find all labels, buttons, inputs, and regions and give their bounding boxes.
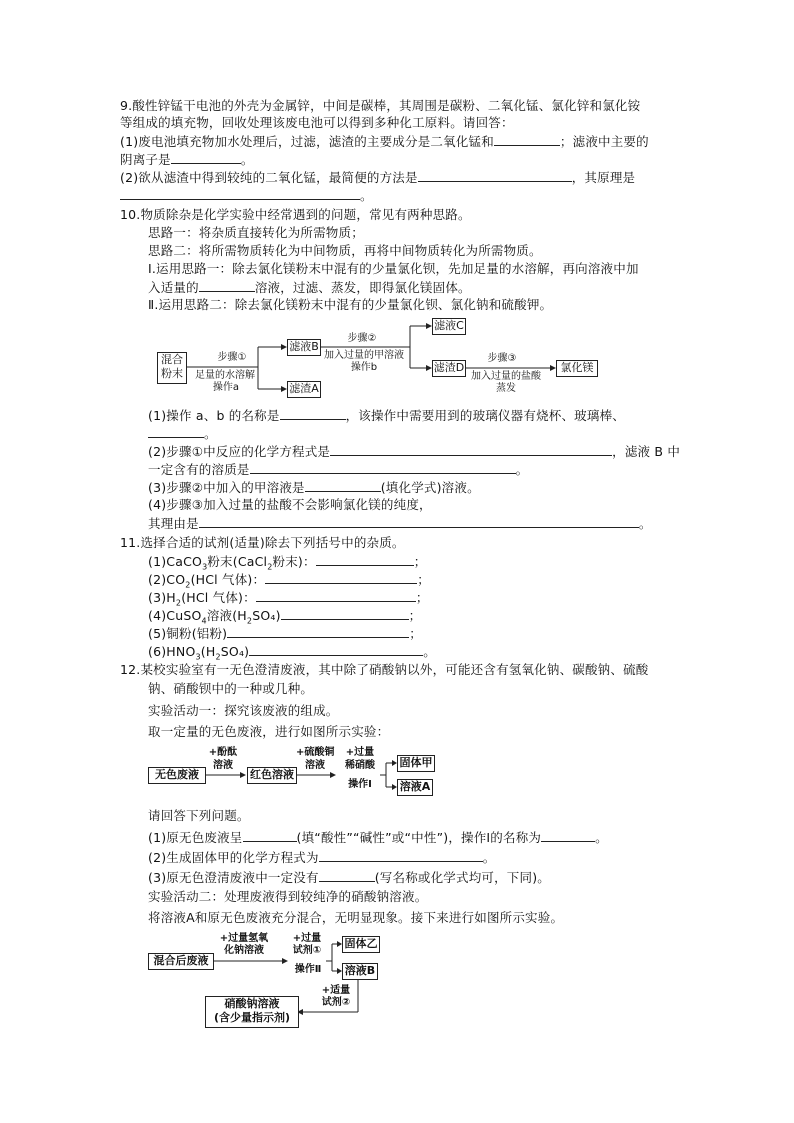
q11-item2-sub1: 2 <box>185 580 191 590</box>
q10-sub3-text: (3)步骤②中加入的甲溶液是 <box>148 480 305 495</box>
q12-sub1-text2: (填“酸性”“碱性”或“中性”)，操作Ⅰ的名称为 <box>296 830 542 845</box>
flow2-start-box: 混合后废液 <box>148 953 214 970</box>
q12-line5: 请回答下列问题。 <box>148 808 250 823</box>
q11-title: 11.选择合适的试剂(适量)除去下列括号中的杂质。 <box>120 535 405 550</box>
flow2-arrow2-label3: 操作Ⅱ <box>294 964 322 975</box>
flow2-end-line2: (含少量指示剂) <box>213 1011 291 1024</box>
flow2-arrow2-label2: 试剂① <box>292 945 322 956</box>
flow-step2-cond2: 操作b <box>350 362 378 373</box>
q9-line2: 等组成的填充物，回收处理该废电池可以得到多种化工原料。请回答： <box>120 115 514 130</box>
q11-item4-sub2: 2 <box>246 616 253 626</box>
q11-item1-end: ； <box>413 554 427 569</box>
flow2-end-line1: 硝酸钠溶液 <box>224 997 280 1010</box>
q9-q2-end: 。 <box>360 188 373 203</box>
q11-item3-sub1: 2 <box>175 598 182 608</box>
q9-q1-text2: ；滤液中主要的 <box>559 134 649 149</box>
flow2-solid-box: 固体乙 <box>342 936 380 953</box>
q10-line5-text: 入适量的 <box>148 280 199 295</box>
q10-sub2-text2: ，滤液 B 中 <box>612 444 681 459</box>
flow1-solution-box: 溶液A <box>397 779 433 796</box>
flow-step3-cond2: 蒸发 <box>496 383 516 394</box>
q11-item6-end: 。 <box>423 644 436 659</box>
flow1-mid-box: 红色溶液 <box>247 767 297 784</box>
q12-line1: 12.某校实验室有一无色澄清废液，其中除了硝酸钠以外，可能还含有氢氧化钠、碳酸钠、硫酸 <box>120 662 649 677</box>
q9-q2-text: (2)欲从滤渣中得到较纯的二氧化锰，最简便的方法是 <box>120 170 418 185</box>
q10-sub2-text3: 一定含有的溶质是 <box>148 462 250 477</box>
q11-item3-mid: (HCl 气体)： <box>181 590 256 605</box>
q11-item1-text: (1)CaCO <box>148 554 203 569</box>
flow1-arrow2-label1: +硫酸铜 <box>296 747 335 758</box>
q11-item1-sub1: 3 <box>202 562 208 572</box>
q11-item1-mid: 粉末(CaCl <box>207 554 268 569</box>
q11-item2-text: (2)CO <box>148 572 186 587</box>
q12-line7: 将溶液A和原无色废液充分混合，无明显现象。接下来进行如图所示实验。 <box>148 910 564 925</box>
q11-item6-post: SO₄) <box>220 644 250 659</box>
q11-item4-text: (4)CuSO <box>148 608 202 623</box>
flow-start-line1: 混合 <box>161 353 183 366</box>
flow1-start-box: 无色废液 <box>148 767 206 784</box>
flow1-arrow3-label2: 稀硝酸 <box>345 760 375 771</box>
flow-step3-label: 步骤③ <box>487 353 517 364</box>
q12-sub3-text2: (写名称或化学式均可，下同)。 <box>374 870 550 885</box>
q12-line3: 实验活动一：探究该废液的组成。 <box>148 703 339 718</box>
q12-sub2-end: 。 <box>482 850 496 865</box>
q12-sub1-text: (1)原无色废液呈 <box>148 830 243 845</box>
q11-item4-sub1: 4 <box>201 616 207 626</box>
q12-sub1-end: 。 <box>595 830 608 845</box>
q9-line1: 9.酸性锌锰干电池的外壳为金属锌，中间是碳棒，其周围是碳粉、二氧化锰、氯化锌和氯化铵 <box>120 98 641 113</box>
q10-sub2-text: (2)步骤①中反应的化学方程式是 <box>148 444 331 459</box>
q10-line2: 思路一：将杂质直接转化为所需物质； <box>148 225 364 240</box>
flow-step1-cond1: 足量的水溶解 <box>195 370 255 381</box>
flow-step2-cond1: 加入过量的甲溶液 <box>324 350 404 361</box>
q10-sub1-text: (1)操作 a、b 的名称是 <box>148 408 280 423</box>
q11-item6-text: (6)HNO <box>148 644 196 659</box>
q10-line3: 思路二：将所需物质转化为中间物质，再将中间物质转化为所需物质。 <box>148 243 542 258</box>
q10-sub1-end: 。 <box>204 426 217 441</box>
q12-line2: 钠、硝酸钡中的一种或几种。 <box>148 681 314 696</box>
flow2-arrow3-label2: 试剂② <box>321 997 351 1008</box>
flow-step2-label: 步骤② <box>347 333 377 344</box>
q11-item5-end: ； <box>409 626 422 641</box>
flow-start-line2: 粉末 <box>161 367 183 380</box>
q10-line4: Ⅰ.运用思路一：除去氯化镁粉末中混有的少量氯化钡，先加足量的水溶解，再向溶液中加 <box>148 261 639 276</box>
flow2-arrow2-label1: +过量 <box>292 933 322 944</box>
q10-line1: 10.物质除杂是化学实验中经常遇到的问题，常见有两种思路。 <box>120 207 471 222</box>
q11-item4-post: SO₄) <box>252 608 281 623</box>
flow1-arrow1-label2: 溶液 <box>213 760 233 771</box>
flow1-solid-box: 固体甲 <box>397 755 435 772</box>
q11-item6-mid: (H <box>200 644 216 659</box>
q11-item2-end: ； <box>417 572 430 587</box>
q10-sub4: (4)步骤③加入过量的盐酸不会影响氯化镁的纯度， <box>148 497 432 512</box>
q12-line4: 取一定量的无色废液，进行如图所示实验： <box>148 724 390 739</box>
q11-item3-end: ； <box>415 590 429 605</box>
flow-step1-label: 步骤① <box>217 352 247 363</box>
q11-item4-end: ； <box>408 608 422 623</box>
flow2-solution-box: 溶液B <box>342 963 378 980</box>
q11-item5-text: (5)铜粉(铝粉) <box>148 626 228 641</box>
q11-item6-sub2: 2 <box>215 652 221 662</box>
flow-filtrate-c-box: 滤液C <box>432 318 466 335</box>
q12-sub3-text: (3)原无色澄清废液中一定没有 <box>148 870 319 885</box>
flow1-arrow3-label3: 操作Ⅰ <box>348 779 372 790</box>
q9-q1-text: (1)废电池填充物加水处理后，过滤，滤渣的主要成分是二氧化锰和 <box>120 134 494 149</box>
q9-q1-end: 。 <box>240 152 254 167</box>
flow1-arrow1-label1: +酚酞 <box>208 747 238 758</box>
flow2-arrow1-label2: 化钠溶液 <box>224 945 264 956</box>
flow-step3-cond1: 加入过量的盐酸 <box>471 371 541 382</box>
flow2-arrow3-label1: +适量 <box>321 985 351 996</box>
q10-sub4-end: 。 <box>638 516 652 531</box>
q10-line5-text2: 溶液，过滤、蒸发，即得氯化镁固体。 <box>254 280 471 295</box>
q10-sub3-text2: (填化学式)溶液。 <box>380 480 480 495</box>
flow-filtrate-b-box: 滤液B <box>287 339 321 356</box>
q10-sub1-text2: ，该操作中需要用到的玻璃仪器有烧杯、玻璃棒、 <box>345 408 625 423</box>
q11-item2-mid: (HCl 气体)： <box>190 572 266 587</box>
q12-sub2-text: (2)生成固体甲的化学方程式为 <box>148 850 319 865</box>
flow-residue-a-box: 滤渣A <box>287 381 321 398</box>
q10-line6: Ⅱ.运用思路二：除去氯化镁粉末中混有的少量氯化钡、氯化钠和硫酸钾。 <box>148 297 553 312</box>
q9-q1-text3: 阴离子是 <box>120 152 171 167</box>
flow1-arrow2-label2: 溶液 <box>305 760 325 771</box>
q12-line6: 实验活动二：处理废液得到较纯净的硝酸钠溶液。 <box>148 889 428 904</box>
q11-item4-mid: 溶液(H <box>206 608 247 623</box>
flow2-end-box <box>205 996 299 1028</box>
flow-product-box: 氯化镁 <box>556 360 598 377</box>
q11-item6-sub1: 3 <box>195 652 201 662</box>
flow-step1-cond2: 操作a <box>212 382 240 393</box>
q9-q2-text2: ，其原理是 <box>571 170 636 185</box>
q11-item1-sub2: 2 <box>267 562 273 572</box>
flow1-arrow3-label1: +过量 <box>345 747 375 758</box>
q10-sub2-end: 。 <box>515 462 529 477</box>
q11-item1-post: 粉末)： <box>272 554 316 569</box>
flow2-arrow1-label1: +过量氢氧 <box>219 933 269 944</box>
q10-sub4-text: 其理由是 <box>148 516 199 531</box>
flow-residue-d-box: 滤渣D <box>432 360 466 377</box>
q11-item3-text: (3)H <box>148 590 176 605</box>
